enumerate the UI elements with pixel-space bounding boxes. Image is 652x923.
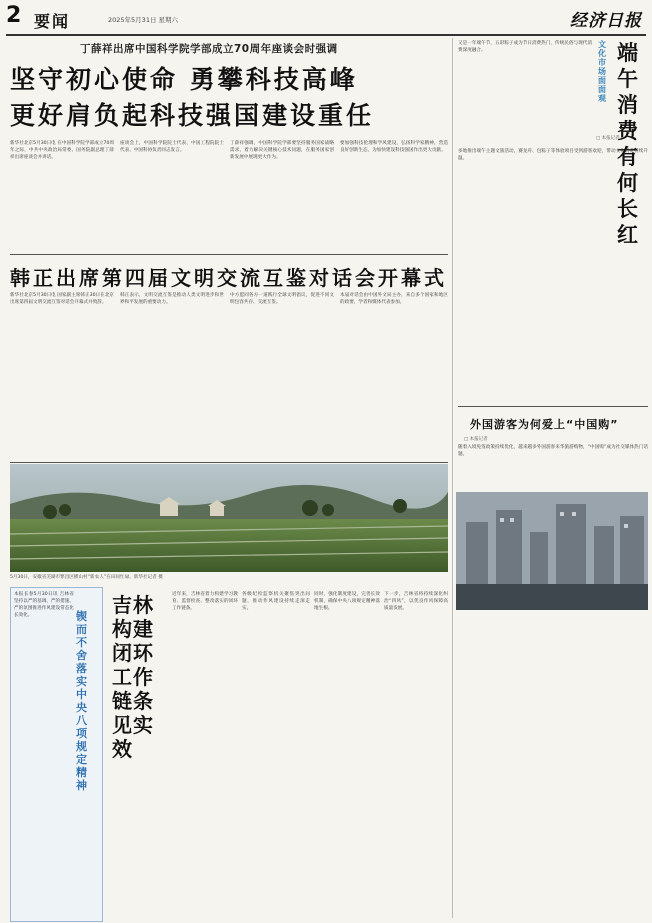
second-story-col1: 新华社北京5月30日电 国家副主席韩正30日在北京出席第四届文明交流互鉴对话会开幕式并致辞。 [10,293,114,305]
issue-date: 2025年5月31日 星期六 [108,16,179,24]
lead-body-col4: 要加强科技伦理和学风建设，弘扬科学家精神，营造良好创新生态，为加快建设科技强国作出更大贡献。 [340,141,448,153]
culture-column-tag: 文化市场面面观 [598,40,606,103]
section-divider [10,254,448,255]
culture-body-top: 又是一年端午节，五彩粽子成为节日消费热门，传统民俗与现代消费深度融合。 [458,41,592,53]
jilin-body-col1: 近年来，吉林省着力构建学习教育、监督检查、整改落实的闭环工作链条。 [172,592,238,611]
city-photo [456,492,648,610]
header-rule [6,34,646,36]
section-title: 要闻 [34,12,71,31]
page-number: 2 [6,3,22,28]
photo-caption: 5月30日，安徽省芜湖市繁昌区横山村“新农人”在田间忙碌。新华社记者 摄 [10,575,163,580]
column-divider [452,38,453,918]
culture-title: 端午消费有何长红 [617,40,638,247]
foreign-title: 外国游客为何爱上“中国购” [470,418,619,431]
city-photo-illustration [456,492,648,610]
farmland-photo-illustration [10,464,448,572]
jilin-body-col2: 各级纪检监察机关聚焦突出问题，推动作风建设持续走深走实。 [242,592,310,611]
culture-divider [458,406,648,407]
jilin-title: 吉林构建闭环工作链条见实效 [112,593,154,761]
photo-divider [10,462,448,463]
lead-subtitle: 丁薛祥出席中国科学院学部成立70周年座谈会时强调 [80,43,338,55]
lead-title-line1: 坚守初心使命 勇攀科技高峰 [10,65,358,94]
culture-author: □ 本报记者 [596,136,620,141]
lead-body-col1: 新华社北京5月30日电 在中国科学院学部成立70周年之际，中共中央政治局常委、国务院副总理丁薛祥出席座谈会并讲话。 [10,141,114,160]
page-header [0,0,652,36]
masthead-logo: 经济日报 [570,11,642,31]
foreign-author: □ 本报记者 [464,437,488,442]
second-story-col4: 本届对话会由中国外文局主办，来自多个国家和地区的政要、学者和媒体代表参加。 [340,293,448,305]
second-story-col2: 韩正表示，文明交流互鉴是推动人类文明进步和世界和平发展的重要动力。 [120,293,224,305]
foreign-body: 随着入境免签政策持续优化，越来越多外国游客来华旅游购物，“中国购”成为社交媒体热门话题。 [458,445,648,457]
jilin-body-col4: 下一步，吉林省将持续深化纠治“四风”，以优良作风保障高质量发展。 [384,592,448,611]
culture-body-mid: 多地推出端午主题文旅活动，赛龙舟、包粽子等体验项目受到游客欢迎，带动文化消费持续升温。 [458,149,648,161]
lead-body-col2: 座谈会上，中国科学院院士代表、中国工程院院士代表、中国科协负责同志发言。 [120,141,224,153]
lead-title-line2: 更好肩负起科技强国建设重任 [10,101,375,130]
news-photo [10,464,448,572]
jilin-box-body: 本报长春5月30日讯 吉林省坚持以严的基调、严的措施、严的氛围推进作风建设常态化长效化。 [14,592,74,618]
second-story-col3: 中方愿同各方一道践行全球文明倡议，促进不同文明包容共存、交流互鉴。 [230,293,334,305]
second-story-title: 韩正出席第四届文明交流互鉴对话会开幕式 [10,266,447,290]
jilin-body-col3: 同时，强化制度建设，完善长效机制，确保中央八项规定精神落地生根。 [314,592,380,611]
jilin-box-title: 锲而不舍落实中央八项规定精神 [76,610,87,792]
lead-body-col3: 丁薛祥强调，中国科学院学部要坚持服务国家战略需求，着力解决关键核心技术问题，在服务国家创新发展中展现更大作为。 [230,141,334,160]
